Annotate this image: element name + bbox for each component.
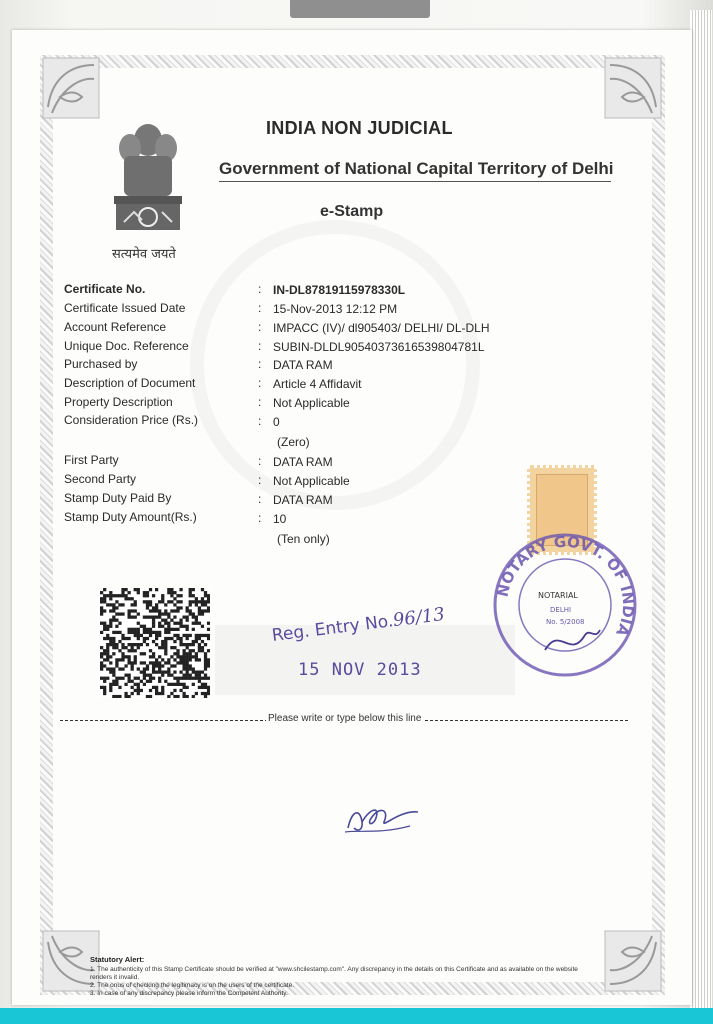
reg-entry-number: 96/13 — [391, 603, 446, 632]
purchased-by-label: Purchased by — [64, 357, 138, 371]
divider-text: Please write or type below this line — [268, 713, 422, 724]
duty-amount-label: Stamp Duty Amount(Rs.) — [64, 510, 197, 524]
document-type: e-Stamp — [320, 203, 384, 220]
issued-date-label: Certificate Issued Date — [64, 301, 186, 315]
qr-code-icon — [100, 588, 210, 698]
watermark-seal — [190, 220, 480, 510]
seal-center-text: NOTARIAL — [538, 591, 578, 600]
purchased-by-value: DATA RAM — [273, 358, 333, 372]
notary-seal — [490, 530, 640, 680]
field-colon: : — [258, 492, 262, 506]
field-colon: : — [258, 511, 262, 525]
unique-doc-reference-value: SUBIN-DLDL90540373616539804781L — [273, 340, 485, 354]
consideration-words: (Zero) — [277, 435, 310, 449]
field-colon: : — [258, 414, 262, 428]
account-reference-value: IMPACC (IV)/ dl905403/ DELHI/ DL-DLH — [273, 321, 490, 335]
reg-entry-label: Reg. Entry No. — [270, 611, 395, 646]
unique-doc-reference-label: Unique Doc. Reference — [64, 339, 189, 353]
field-colon: : — [258, 339, 262, 353]
scan-bottom-bar — [0, 1008, 713, 1024]
field-colon: : — [258, 282, 262, 296]
property-description-label: Property Description — [64, 395, 173, 409]
second-party-value: Not Applicable — [273, 474, 350, 488]
duty-amount-value: 10 — [273, 512, 287, 526]
account-reference-label: Account Reference — [64, 320, 167, 334]
motto-text: सत्यमेव जयते — [112, 247, 176, 262]
consideration-price-label: Consideration Price (Rs.) — [64, 413, 199, 427]
duty-amount-words: (Ten only) — [277, 532, 330, 546]
first-party-label: First Party — [64, 453, 119, 467]
corner-ornament-icon — [604, 930, 662, 992]
duty-paid-by-label: Stamp Duty Paid By — [64, 491, 172, 505]
alert-item: 2. The onus of checking the legitimacy is on the users of the certificate. — [90, 982, 295, 989]
field-colon: : — [258, 301, 262, 315]
field-colon: : — [258, 454, 262, 468]
description-value: Article 4 Affidavit — [273, 377, 362, 391]
seal-detail-1: DELHI — [550, 606, 572, 614]
statutory-alert-list — [90, 966, 590, 998]
title-underline — [219, 181, 611, 182]
signature-icon — [340, 800, 425, 838]
field-colon: : — [258, 357, 262, 371]
second-party-label: Second Party — [64, 472, 137, 486]
field-colon: : — [258, 376, 262, 390]
alert-item: 3. In case of any discrepancy please inform the Competent Authority. — [90, 990, 288, 997]
duty-paid-by-value: DATA RAM — [273, 493, 333, 507]
reg-entry-date: 15 NOV 2013 — [298, 660, 422, 680]
scanner-clip — [290, 0, 430, 18]
alert-item: 1. The authenticity of this Stamp Certificate should be verified at "www.shcilestamp.com". Any discrepancy in the details on this Certificate and as available on the website renders it invalid. — [90, 966, 578, 981]
certificate-no-value: IN-DL87819115978330L — [273, 283, 406, 297]
field-colon: : — [258, 395, 262, 409]
certificate-no-label: Certificate No. — [64, 282, 146, 296]
first-party-value: DATA RAM — [273, 455, 333, 469]
field-colon: : — [258, 320, 262, 334]
corner-ornament-icon — [42, 57, 100, 119]
seal-ring-text: NOTARY GOVT. OF INDIA — [493, 532, 638, 639]
national-emblem-icon — [104, 112, 192, 262]
seal-detail-2: No. 5/2008 — [546, 618, 585, 626]
property-description-value: Not Applicable — [273, 396, 350, 410]
description-label: Description of Document — [64, 376, 196, 390]
page-title: INDIA NON JUDICIAL — [266, 118, 453, 138]
paper-stack-edge — [690, 10, 712, 1010]
statutory-alert-title: Statutory Alert: — [90, 955, 145, 964]
corner-ornament-icon — [604, 57, 662, 119]
issued-date-value: 15-Nov-2013 12:12 PM — [273, 302, 398, 316]
field-colon: : — [258, 473, 262, 487]
consideration-price-value: 0 — [273, 415, 280, 429]
authority-name: Government of National Capital Territory of Delhi — [219, 159, 614, 178]
